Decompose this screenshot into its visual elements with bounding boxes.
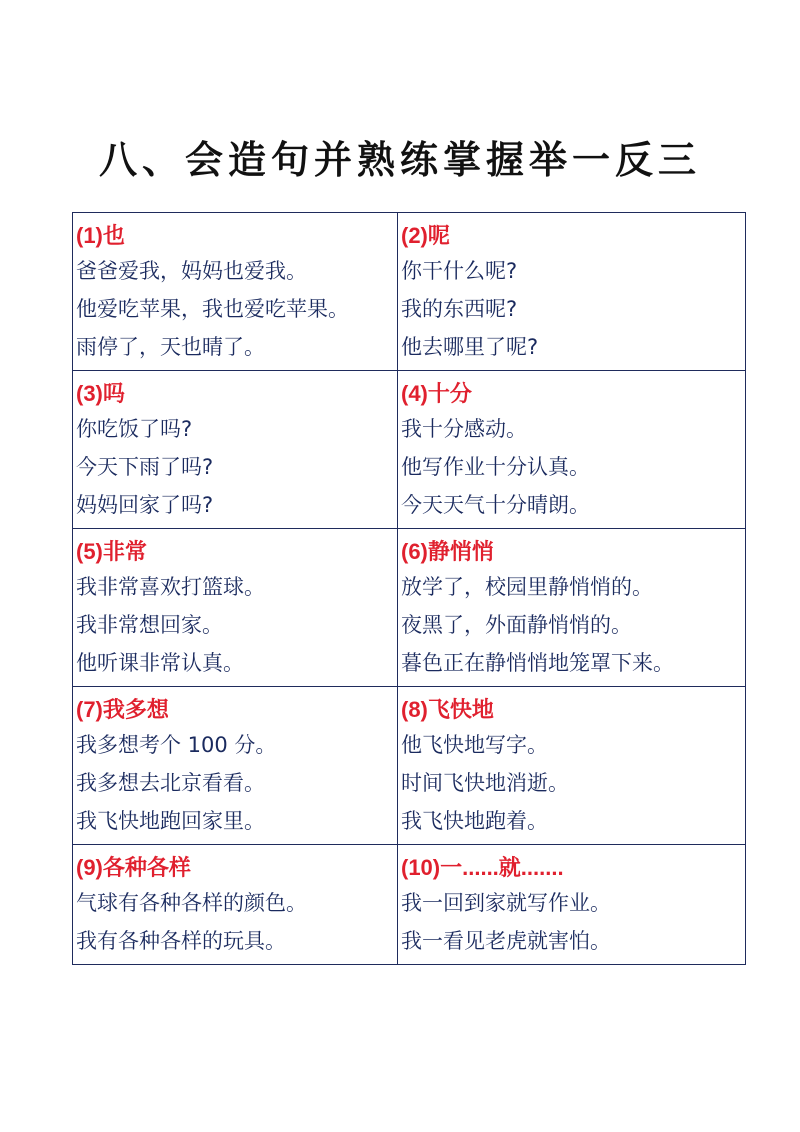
example-sentence: 你干什么呢?: [401, 259, 518, 283]
example-sentence: 他飞快地写字。: [401, 733, 548, 757]
cell-heading: (8)飞快地: [401, 697, 494, 722]
example-sentence: 爸爸爱我，妈妈也爱我。: [76, 259, 307, 283]
cell-heading: (2)呢: [401, 223, 450, 248]
example-sentence: 我一回到家就写作业。: [401, 891, 611, 915]
cell-heading: (9)各种各样: [76, 855, 191, 880]
cell-yi-jiu: [398, 845, 746, 965]
cell-gezhonggeyang: [73, 845, 398, 965]
example-sentence: 他写作业十分认真。: [401, 455, 590, 479]
example-sentence: 他去哪里了呢?: [401, 335, 539, 359]
cell-heading: (5)非常: [76, 539, 147, 564]
example-sentence: 我飞快地跑着。: [401, 809, 548, 833]
example-sentence: 雨停了，天也晴了。: [76, 335, 265, 359]
cell-shifen: [398, 371, 746, 529]
cell-jingqiaoqiao: [398, 529, 746, 687]
cell-heading: (6)静悄悄: [401, 539, 494, 564]
example-sentence: 今天下雨了吗?: [76, 455, 214, 479]
cell-heading: (3)吗: [76, 381, 125, 406]
table-row: [73, 845, 746, 965]
cell-ma: [73, 371, 398, 529]
cell-heading: (4)十分: [401, 381, 472, 406]
example-sentence: 我非常想回家。: [76, 613, 223, 637]
cell-woduoxiang: [73, 687, 398, 845]
example-sentence: 我的东西呢?: [401, 297, 518, 321]
example-sentence: 时间飞快地消逝。: [401, 771, 569, 795]
cell-ne: [398, 213, 746, 371]
example-sentence: 我多想去北京看看。: [76, 771, 265, 795]
example-sentence: 我非常喜欢打篮球。: [76, 575, 265, 599]
example-sentence: 今天天气十分晴朗。: [401, 493, 590, 517]
sentence-table: [72, 212, 746, 965]
example-sentence: 你吃饭了吗?: [76, 417, 193, 441]
table-row: [73, 687, 746, 845]
example-sentence: 暮色正在静悄悄地笼罩下来。: [401, 651, 674, 675]
example-sentence: 他爱吃苹果，我也爱吃苹果。: [76, 297, 349, 321]
table-row: [73, 213, 746, 371]
cell-heading: (10)一......就.......: [401, 855, 564, 880]
cell-heading: (7)我多想: [76, 697, 169, 722]
page-title: 八、会造句并熟练掌握举一反三: [98, 137, 701, 182]
example-sentence: 我飞快地跑回家里。: [76, 809, 265, 833]
example-sentence: 放学了，校园里静悄悄的。: [401, 575, 653, 599]
example-sentence: 妈妈回家了吗?: [76, 493, 214, 517]
table-row: [73, 529, 746, 687]
example-sentence: 他听课非常认真。: [76, 651, 244, 675]
example-sentence: 我多想考个 100 分。: [76, 733, 277, 757]
table-row: [73, 371, 746, 529]
cell-heading: (1)也: [76, 223, 125, 248]
example-sentence: 我一看见老虎就害怕。: [401, 929, 611, 953]
cell-ye: [73, 213, 398, 371]
example-sentence: 气球有各种各样的颜色。: [76, 891, 307, 915]
example-sentence: 夜黑了，外面静悄悄的。: [401, 613, 632, 637]
example-sentence: 我十分感动。: [401, 417, 527, 441]
example-sentence: 我有各种各样的玩具。: [76, 929, 286, 953]
cell-feichang: [73, 529, 398, 687]
cell-feikuaide: [398, 687, 746, 845]
